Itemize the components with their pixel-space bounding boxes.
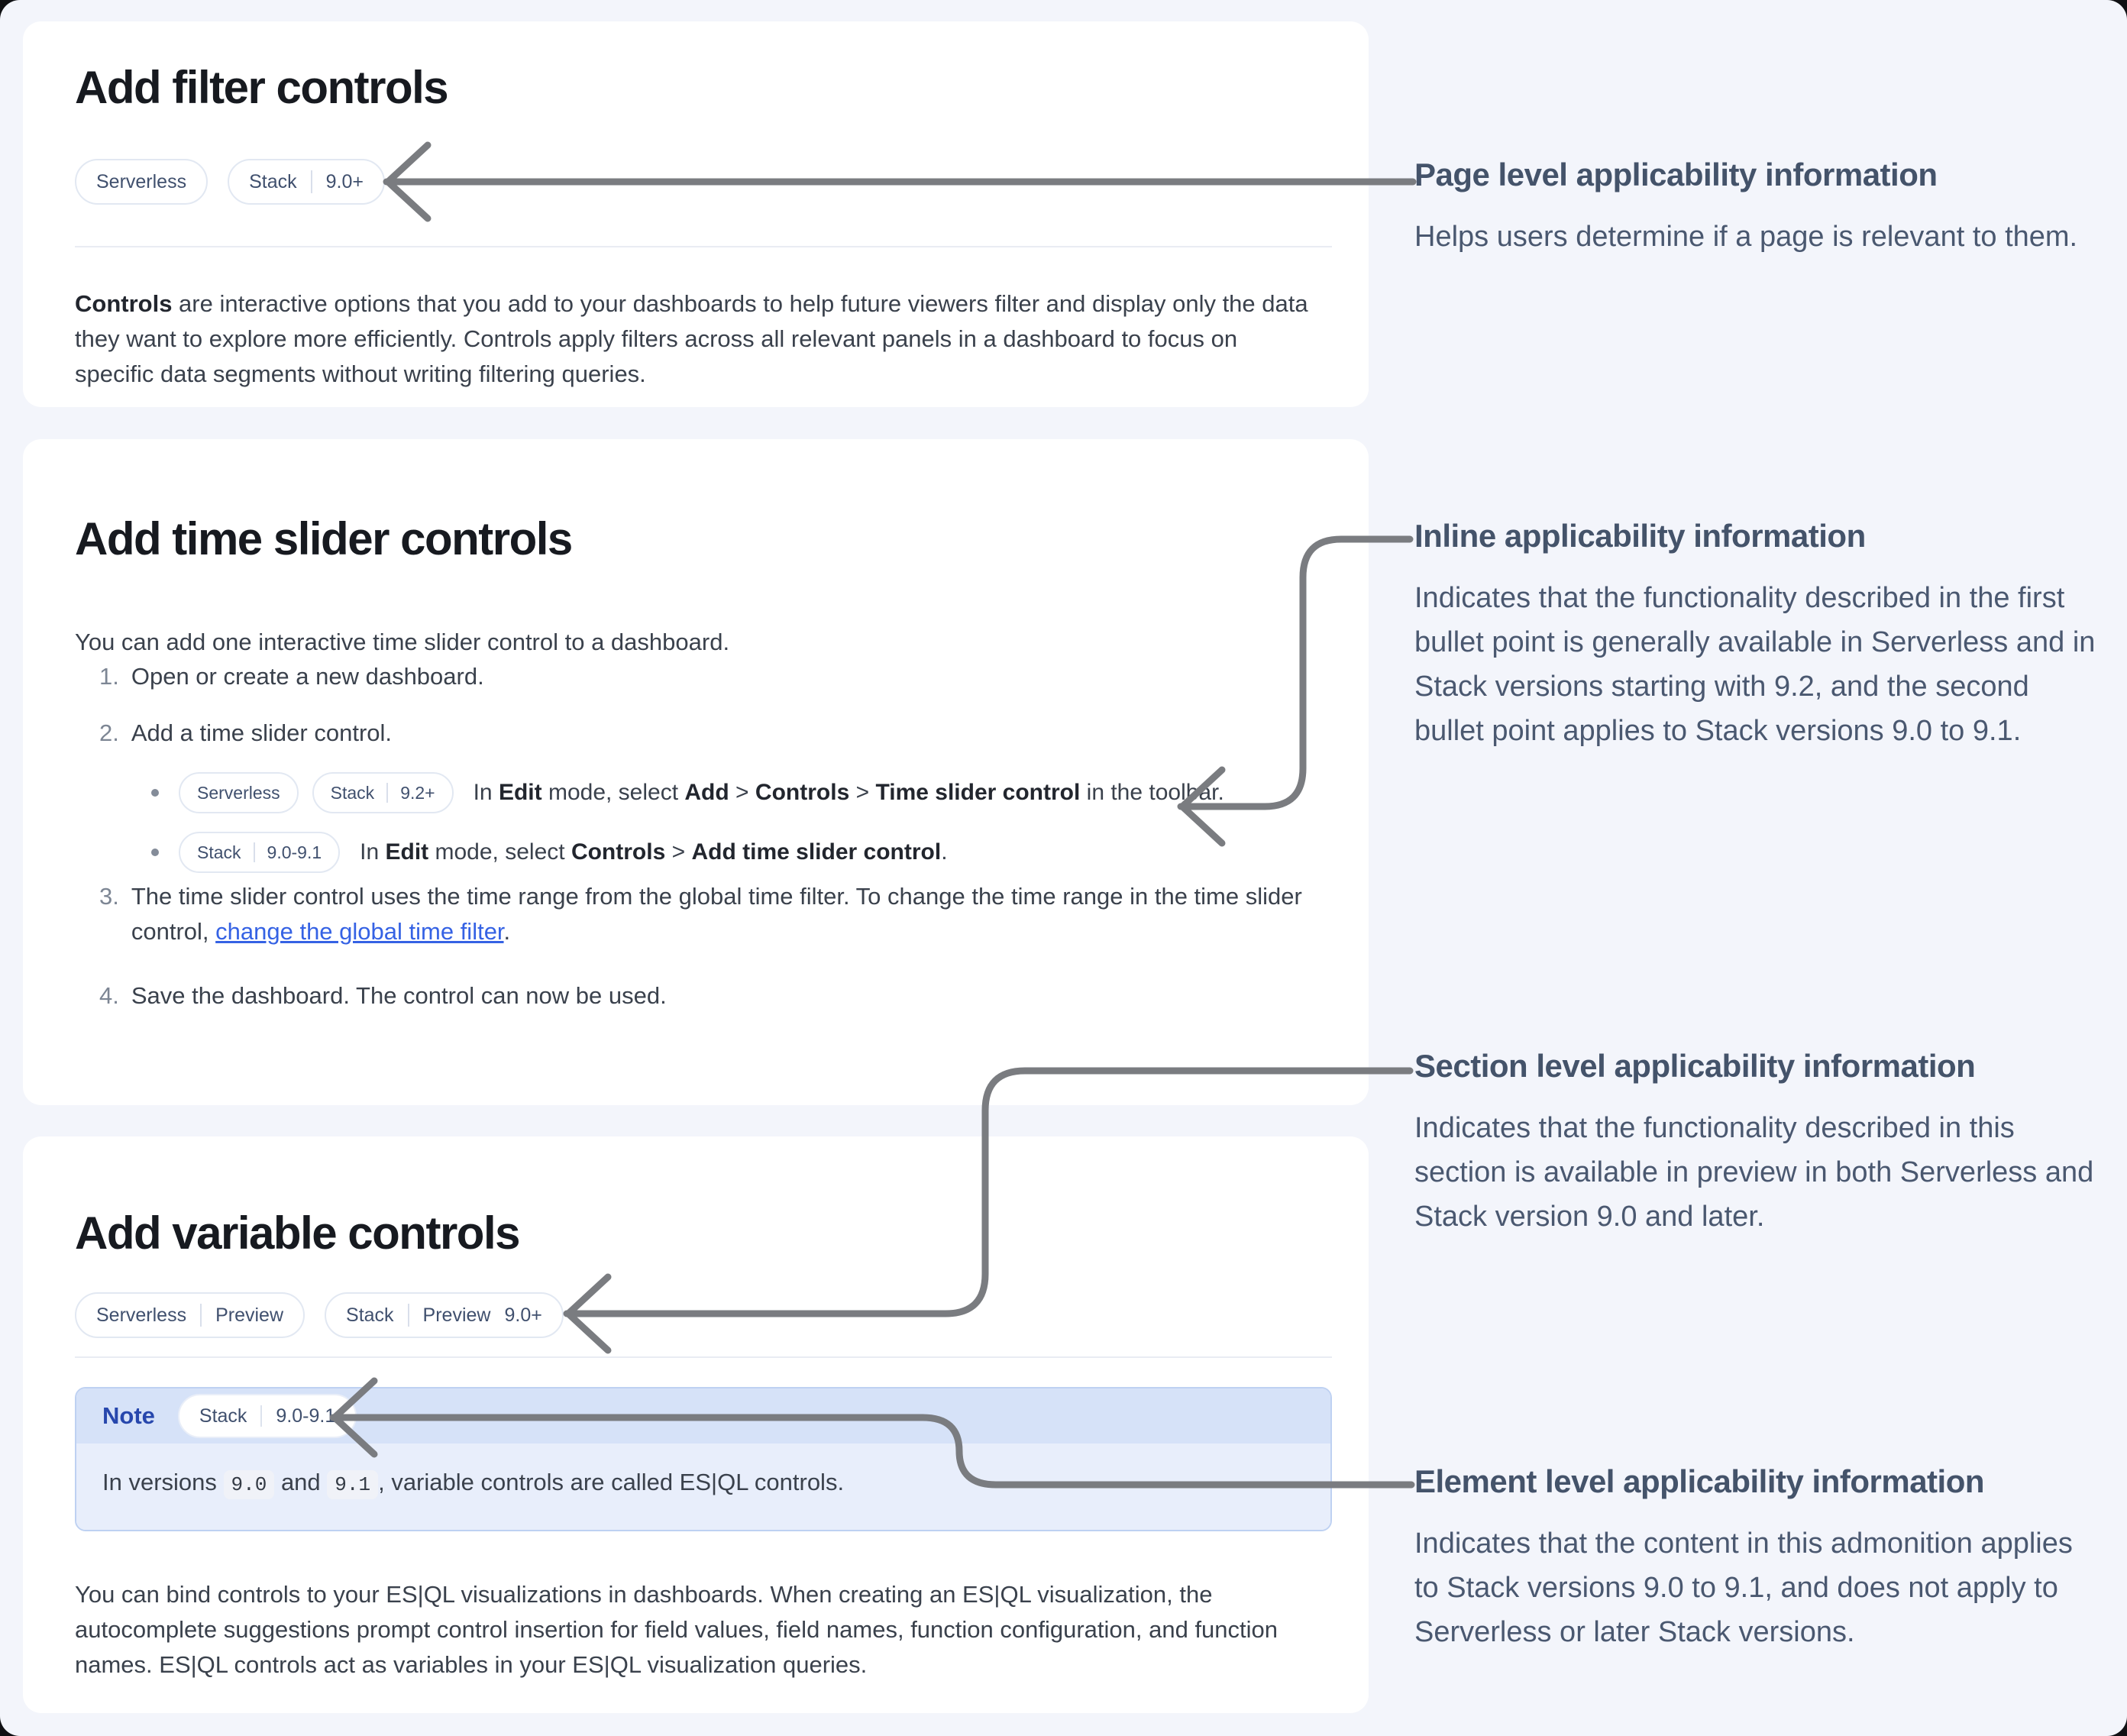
badge-stack-version: [179, 832, 340, 873]
badge-label: Stack: [330, 782, 375, 803]
page-title: Add filter controls: [75, 62, 448, 113]
badge-version: 9.0+: [504, 1304, 542, 1326]
section-intro: You can add one interactive time slider control to a dashboard.: [75, 629, 730, 655]
ordered-step-1: [99, 659, 484, 694]
badge-stack-version: [228, 159, 385, 205]
annotation-inline-level: [1414, 518, 2102, 753]
step-number: 4.: [99, 982, 119, 1009]
divider: [75, 246, 1332, 247]
bullet-dot-icon: [151, 789, 159, 797]
badge-divider: [408, 1304, 409, 1327]
badge-version: 9.0-9.1: [276, 1405, 336, 1427]
badge-stack-version: [312, 772, 454, 813]
annotation-body: Helps users determine if a page is relevant to them.: [1414, 221, 2078, 253]
annotation-page-level: [1414, 157, 2102, 259]
badge-divider: [311, 170, 312, 193]
badge-lifecycle: Preview: [422, 1304, 491, 1326]
annotation-body: Indicates that the functionality described in this section is available in preview in both Serverless and Stack version 9.0 and later.: [1414, 1112, 2094, 1233]
ordered-step-4: [99, 978, 667, 1013]
step-number: 1.: [99, 663, 119, 690]
global-time-filter-link[interactable]: change the global time filter: [215, 918, 504, 945]
badge-label: Serverless: [96, 1304, 187, 1326]
badge-version: 9.2+: [400, 782, 435, 803]
page-applicability-badges: [75, 159, 385, 205]
bold-term: Controls: [75, 290, 173, 317]
divider: [75, 1356, 1332, 1358]
step-text: The time slider control uses the time range from the global time filter. To change the time range in the time slider control, change the global time filter.: [131, 883, 1302, 945]
bullet-text: In Edit mode, select Controls > Add time slider control.: [360, 839, 948, 865]
badge-serverless: [75, 159, 208, 205]
intro-paragraph: [75, 286, 1312, 392]
badge-label: Serverless: [96, 170, 187, 192]
badge-stack-preview-version: [325, 1292, 564, 1338]
note-label: Note: [102, 1402, 155, 1429]
badge-label: Stack: [249, 170, 297, 192]
step-text: Add a time slider control.: [131, 719, 393, 746]
note-header: [76, 1388, 1330, 1443]
section-applicability-badges: [75, 1292, 564, 1338]
badge-label: Stack: [197, 842, 241, 862]
annotation-title: Inline applicability information: [1414, 518, 1866, 554]
code-chip: 9.0: [224, 1470, 275, 1499]
ordered-step-2: [99, 716, 392, 751]
section-title: Add variable controls: [75, 1207, 519, 1259]
badge-serverless: [179, 772, 299, 813]
step-text: Save the dashboard. The control can now be used.: [131, 982, 667, 1009]
badge-divider: [386, 783, 388, 803]
annotation-element-level: [1414, 1463, 2102, 1654]
badge-version: 9.0-9.1: [267, 842, 322, 862]
section-title: Add time slider controls: [75, 513, 572, 564]
badge-label: Serverless: [197, 782, 280, 803]
bullet-dot-icon: [151, 849, 159, 856]
badge-divider: [254, 842, 255, 862]
annotation-body: Indicates that the functionality described in the first bullet point is generally available in Serverless and in Stack versions starting with 9.2, and the second bullet point applies to Stack versions 9.0 to 9.1.: [1414, 582, 2096, 747]
annotation-title: Element level applicability information: [1414, 1463, 1985, 1499]
badge-stack-version: [178, 1394, 357, 1438]
note-body: In versions 9.0 and 9.1 , variable controls are called ES|QL controls.: [76, 1443, 1330, 1530]
ordered-step-3: [99, 879, 1308, 949]
badge-serverless-preview: [75, 1292, 305, 1338]
annotation-title: Page level applicability information: [1414, 157, 1938, 192]
badge-label: Stack: [199, 1405, 247, 1427]
badge-divider: [260, 1405, 262, 1427]
paragraph-text: are interactive options that you add to your dashboards to help future viewers filter and display only the data they want to explore more efficiently. Controls apply filters across all relevant panels in a dashboard to focus on specific data segments without writing filtering queries.: [75, 290, 1308, 387]
note-admonition: [75, 1387, 1332, 1531]
annotation-title: Section level applicability information: [1414, 1048, 1976, 1084]
badge-divider: [200, 1304, 202, 1327]
step-text: Open or create a new dashboard.: [131, 663, 484, 690]
step-number: 2.: [99, 719, 119, 746]
code-chip: 9.1: [327, 1470, 378, 1499]
badge-label: Stack: [346, 1304, 394, 1326]
badge-lifecycle: Preview: [215, 1304, 284, 1326]
bullet-serverless-stack-92: [151, 772, 1224, 813]
section-paragraph: You can bind controls to your ES|QL visualizations in dashboards. When creating an ES|QL visualization, the autocomplete suggestions prompt control insertion for field values, field names, function configuration, and function names. ES|QL controls act as variables in your ES|QL visualization queries.: [75, 1581, 1278, 1678]
bullet-text: In Edit mode, select Add > Controls > Time slider control in the toolbar.: [473, 780, 1224, 805]
badge-version: 9.0+: [325, 170, 364, 192]
annotation-section-level: [1414, 1048, 2102, 1239]
section-card-add-filter-controls: [23, 21, 1369, 407]
bullet-stack-90-91: [151, 832, 948, 873]
section-card-add-variable-controls: [23, 1136, 1369, 1713]
step-number: 3.: [99, 883, 119, 910]
annotation-body: Indicates that the content in this admonition applies to Stack versions 9.0 to 9.1, and does not apply to Serverless or later Stack versions.: [1414, 1527, 2073, 1648]
section-card-add-time-slider-controls: [23, 439, 1369, 1105]
